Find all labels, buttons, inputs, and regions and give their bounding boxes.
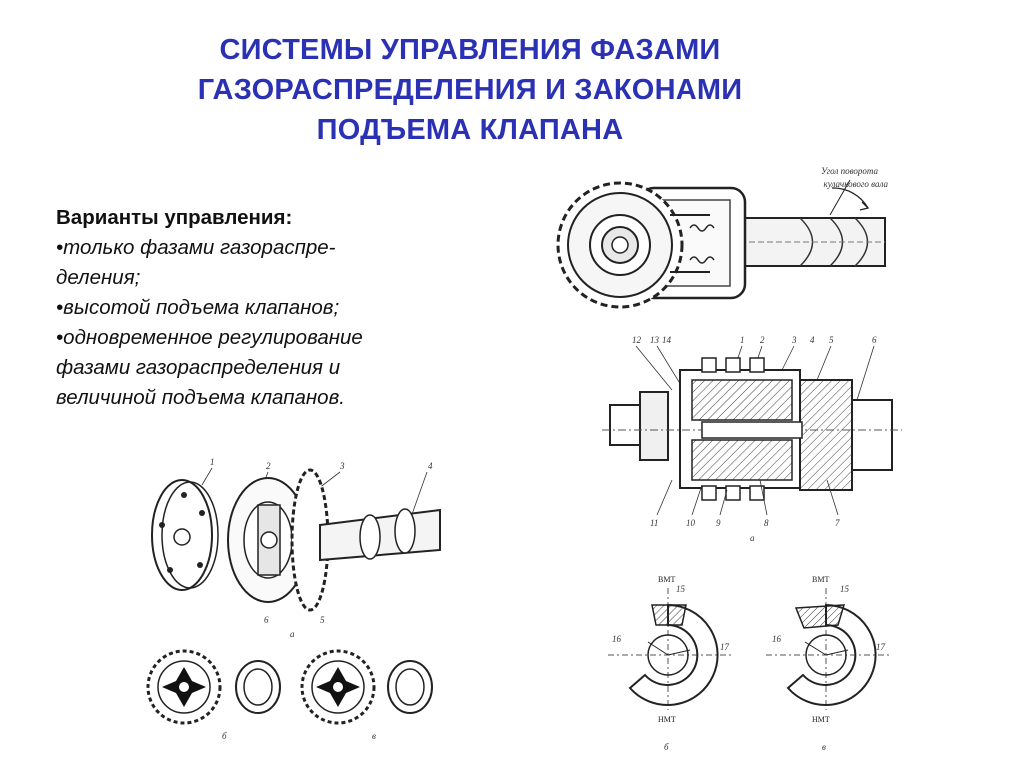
caption-b-right: б	[664, 742, 669, 752]
title-line-2: ГАЗОРАСПРЕДЕЛЕНИЯ И ЗАКОНАМИ	[197, 74, 743, 106]
label-5: 5	[829, 335, 834, 345]
caption-b-left: б	[222, 731, 227, 741]
title-line-1: СИСТЕМЫ УПРАВЛЕНИЯ ФАЗАМИ	[219, 34, 721, 66]
caption-v-right: в	[822, 742, 826, 752]
exploded-label-2: 2	[266, 461, 271, 471]
option-line-6: величиной подъема клапанов.	[56, 386, 345, 409]
num17-v: 17	[876, 642, 885, 652]
label-3: 3	[792, 335, 797, 345]
bdc-label-b: НМТ	[658, 715, 676, 724]
phaser-cross-section-drawing	[602, 330, 902, 545]
label-7: 7	[835, 518, 840, 528]
timing-diagram-v	[766, 575, 890, 752]
label-1: 1	[740, 335, 745, 345]
phaser-exploded-drawing	[140, 455, 450, 745]
timing-diagram-b	[608, 575, 732, 752]
exploded-label-5: 5	[320, 615, 325, 625]
label-14: 14	[662, 335, 671, 345]
control-options-text	[56, 203, 456, 413]
option-line-3: •высотой подъема клапанов;	[56, 296, 340, 319]
tdc-label-b: ВМТ	[658, 575, 676, 584]
num16-b: 16	[612, 634, 621, 644]
option-line-1: •только фазами газораспре-	[56, 236, 336, 259]
num17-b: 17	[720, 642, 729, 652]
exploded-label-1: 1	[210, 457, 215, 467]
num15-b: 15	[676, 584, 685, 594]
caption-v-left: в	[372, 731, 376, 741]
label-2: 2	[760, 335, 765, 345]
option-line-4: •одновременное регулирование	[56, 326, 363, 349]
bdc-label-v: НМТ	[812, 715, 830, 724]
label-4: 4	[810, 335, 815, 345]
label-11: 11	[650, 518, 659, 528]
rotation-label-line2: кулачкового вала	[823, 179, 888, 189]
exploded-label-6: 6	[264, 615, 269, 625]
num16-v: 16	[772, 634, 781, 644]
tdc-label-v: ВМТ	[812, 575, 830, 584]
caption-a-left: а	[290, 629, 295, 639]
camshaft-phaser-drawing	[550, 160, 890, 330]
rotation-label-line1: Угол поворота	[821, 166, 878, 176]
exploded-label-4: 4	[428, 461, 433, 471]
label-8: 8	[764, 518, 769, 528]
exploded-label-3: 3	[340, 461, 345, 471]
valve-timing-diagrams	[600, 570, 920, 760]
control-options-heading: Варианты управления:	[56, 206, 293, 229]
label-6: 6	[872, 335, 877, 345]
title-line-3: ПОДЪЕМА КЛАПАНА	[316, 114, 624, 146]
label-12: 12	[632, 335, 641, 345]
label-13: 13	[650, 335, 659, 345]
label-10: 10	[686, 518, 695, 528]
option-line-5: фазами газораспределения и	[56, 356, 341, 379]
label-9: 9	[716, 518, 721, 528]
option-line-2: деления;	[56, 266, 141, 289]
caption-a-right: а	[750, 533, 755, 543]
slide-title	[100, 30, 840, 150]
num15-v: 15	[840, 584, 849, 594]
